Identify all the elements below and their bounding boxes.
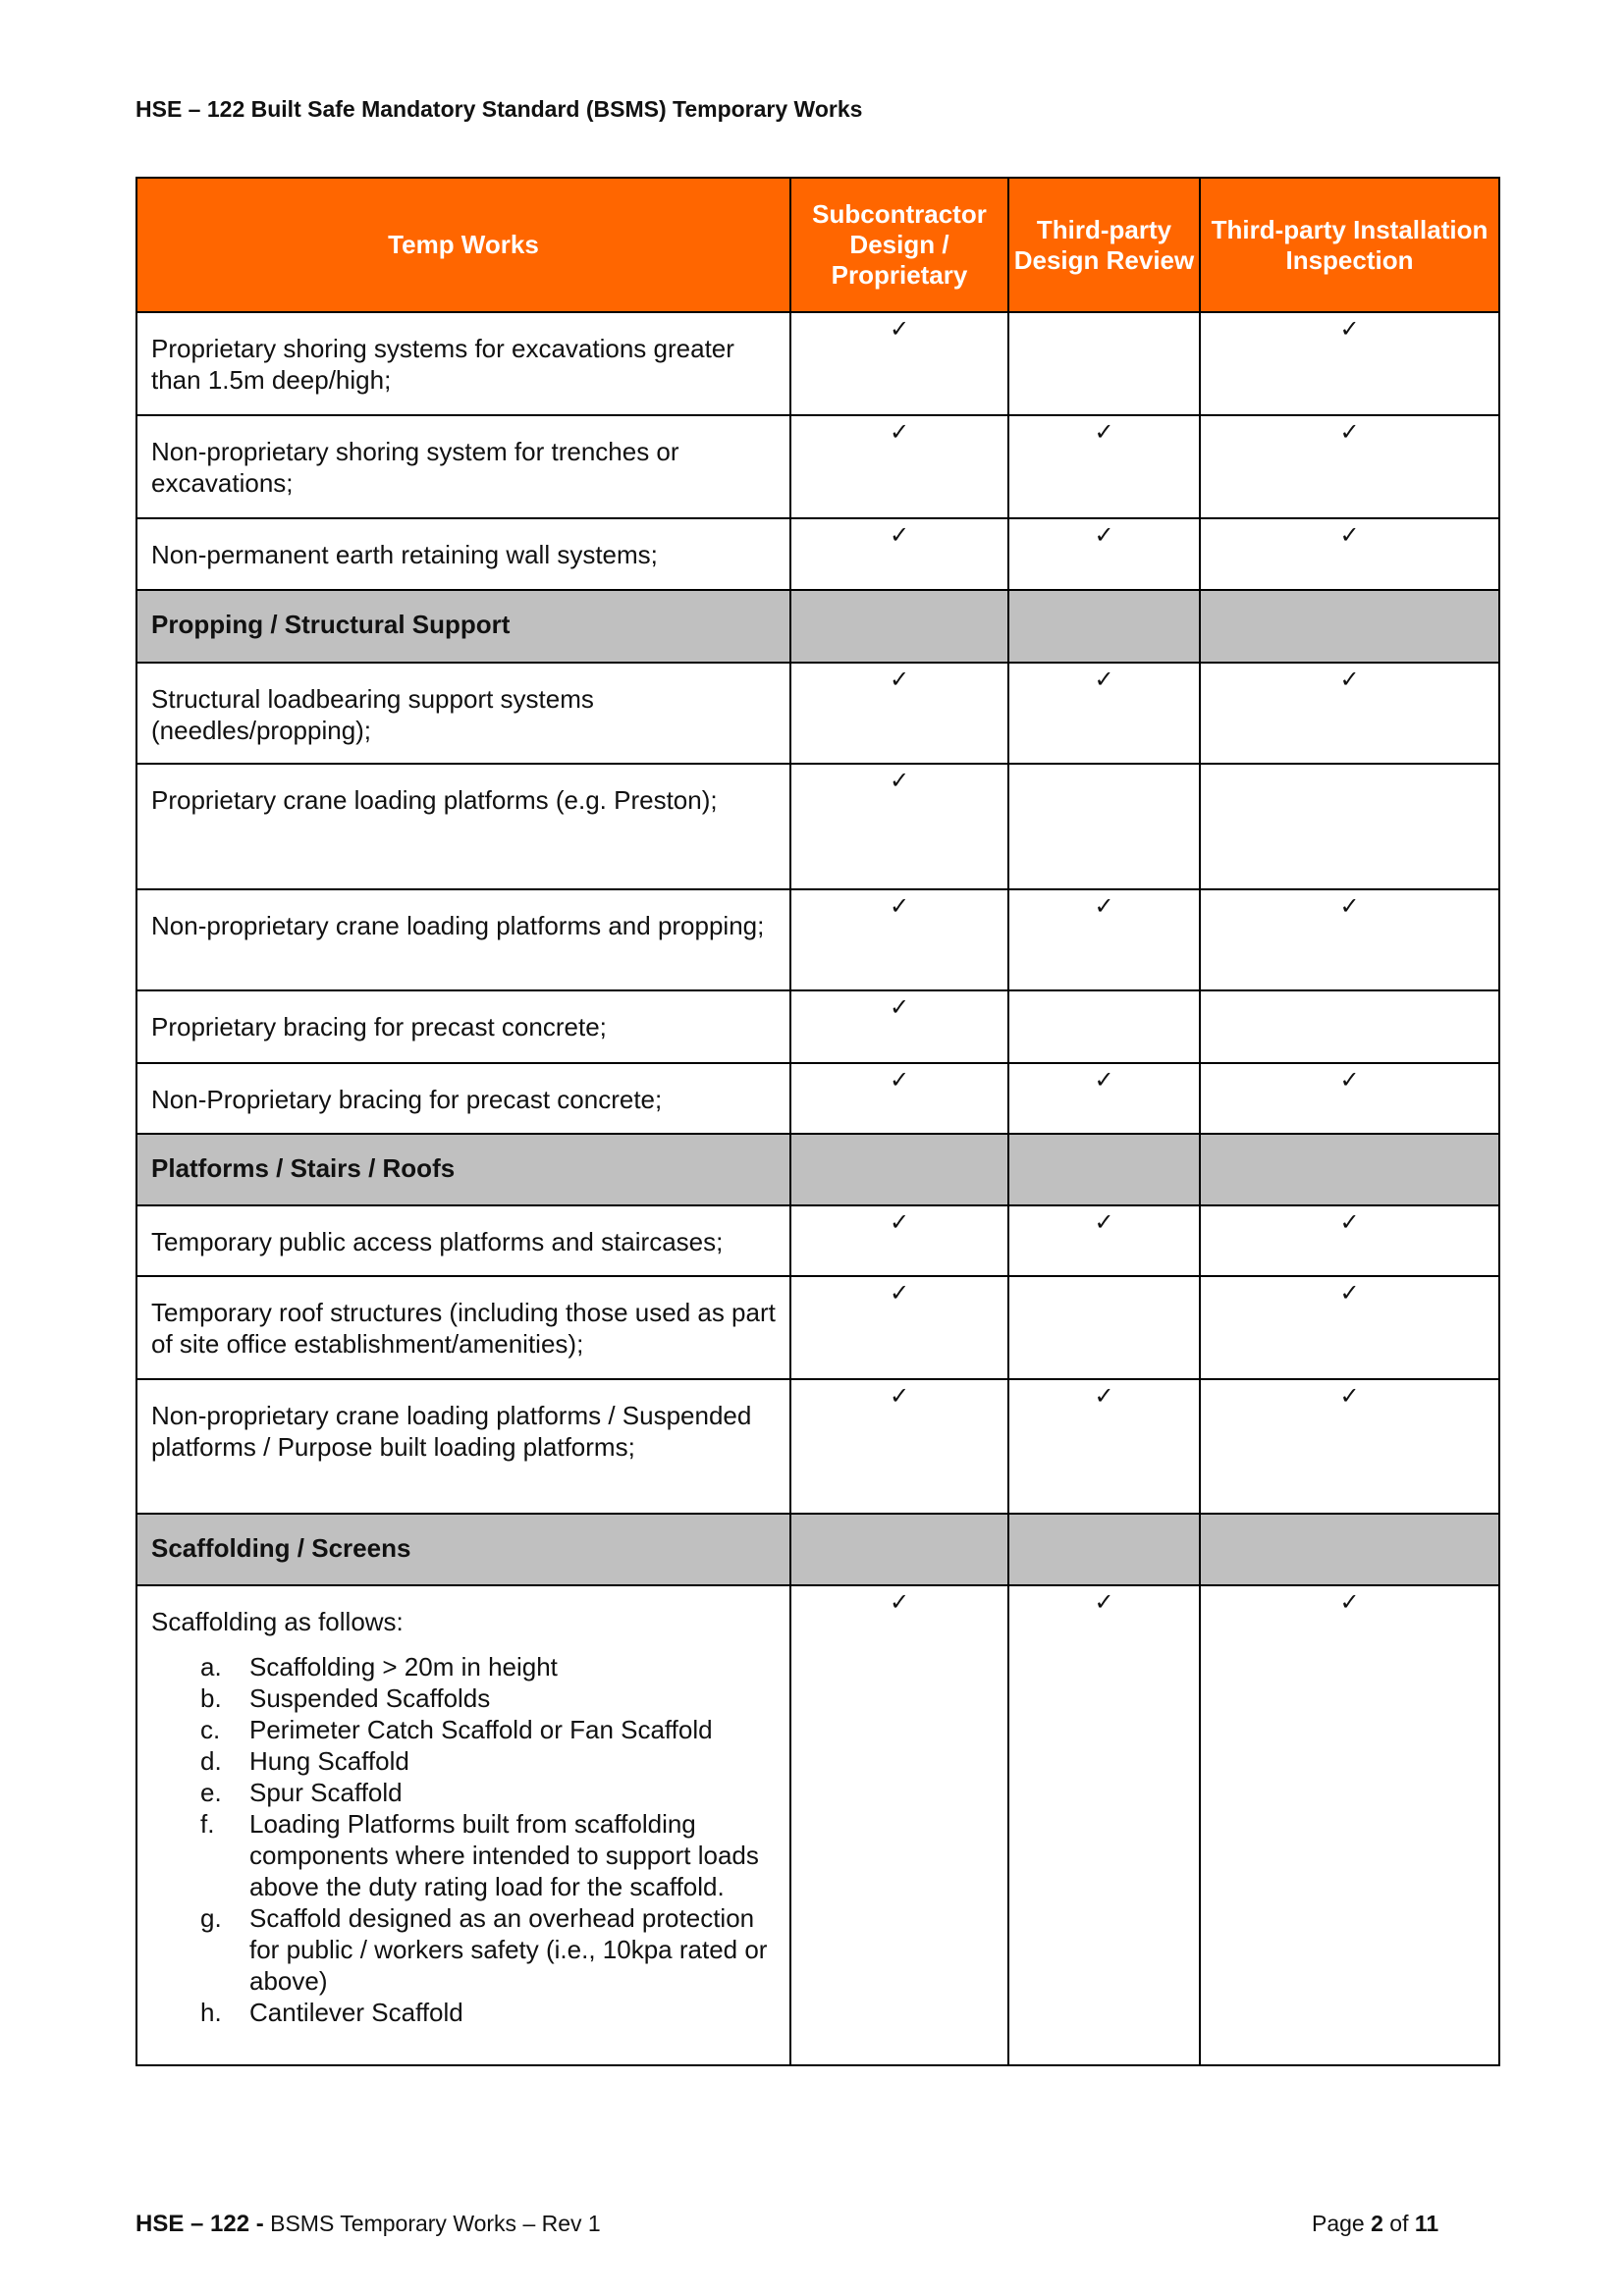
check-cell: [790, 312, 1008, 415]
item-cell: [136, 518, 790, 590]
check-cell: [1008, 518, 1200, 590]
checkmark-icon: ✓: [889, 994, 910, 1021]
checkmark-icon: ✓: [1339, 522, 1360, 549]
checkmark-icon: ✓: [889, 667, 910, 693]
item-cell: [136, 1205, 790, 1276]
check-cell: [1200, 1379, 1499, 1514]
item-cell: [136, 312, 790, 415]
check-cell: [1008, 415, 1200, 518]
checkmark-icon: ✓: [889, 1209, 910, 1236]
check-cell: [790, 1134, 1008, 1205]
checkmark-icon: ✓: [1339, 419, 1360, 446]
list-label: h.: [200, 1998, 222, 2027]
checkmark-icon: ✓: [1339, 1589, 1360, 1616]
page-current: 2: [1371, 2211, 1383, 2236]
check-cell: [1008, 312, 1200, 415]
checkmark-icon: ✓: [889, 893, 910, 920]
table-row: [136, 990, 1499, 1063]
section-header-row: [136, 590, 1499, 663]
column-header: Subcontractor Design / Proprietary: [790, 178, 1008, 312]
section-title: [136, 1514, 790, 1585]
page-number: [1312, 2211, 1438, 2237]
page-prefix: Page: [1312, 2211, 1365, 2236]
checkmark-icon: ✓: [1339, 1280, 1360, 1307]
list-label: c.: [200, 1715, 221, 1744]
item-cell: [136, 990, 790, 1063]
table-row: [136, 312, 1499, 415]
footer-doc-code: HSE – 122 -: [135, 2211, 264, 2237]
check-cell: [1008, 590, 1200, 663]
temp-works-table: [135, 177, 1500, 2066]
table-row: [136, 889, 1499, 990]
checkmark-icon: ✓: [1339, 1067, 1360, 1094]
checkmark-icon: ✓: [1094, 419, 1114, 446]
checkmark-icon: ✓: [889, 768, 910, 794]
section-title: [136, 1134, 790, 1205]
list-item: [151, 1714, 776, 1745]
check-cell: [1200, 889, 1499, 990]
checkmark-icon: ✓: [1339, 1209, 1360, 1236]
check-cell: [1200, 415, 1499, 518]
check-cell: [1008, 889, 1200, 990]
table-row: [136, 663, 1499, 764]
check-cell: [1008, 663, 1200, 764]
check-cell: [1200, 1514, 1499, 1585]
checkmark-icon: ✓: [889, 316, 910, 343]
checkmark-icon: ✓: [1094, 522, 1114, 549]
check-cell: [1200, 1063, 1499, 1134]
check-cell: [790, 1514, 1008, 1585]
item-cell: [136, 1063, 790, 1134]
checkmark-icon: ✓: [889, 1589, 910, 1616]
check-cell: [1200, 764, 1499, 889]
list-text: Spur Scaffold: [249, 1778, 403, 1807]
check-cell: [1200, 518, 1499, 590]
list-text: Suspended Scaffolds: [249, 1683, 491, 1713]
table-row: [136, 1063, 1499, 1134]
table-row: [136, 764, 1499, 889]
check-cell: [1200, 990, 1499, 1063]
check-cell: [1200, 663, 1499, 764]
table-row: [136, 518, 1499, 590]
item-text: Structural loadbearing support systems (needles/propping);: [151, 684, 594, 745]
table-row: [136, 1276, 1499, 1379]
check-cell: [1008, 1134, 1200, 1205]
column-header: Third-party Design Review: [1008, 178, 1200, 312]
list-label: d.: [200, 1746, 222, 1776]
item-text: Temporary public access platforms and staircases;: [151, 1227, 724, 1256]
check-cell: [790, 663, 1008, 764]
section-title: [136, 590, 790, 663]
item-text: Proprietary shoring systems for excavations greater than 1.5m deep/high;: [151, 334, 734, 395]
item-text: Scaffolding as follows:: [151, 1607, 404, 1636]
item-text: Non-proprietary crane loading platforms and propping;: [151, 911, 765, 940]
check-cell: [1008, 1205, 1200, 1276]
check-cell: [790, 764, 1008, 889]
check-cell: [1200, 1134, 1499, 1205]
check-cell: [790, 1205, 1008, 1276]
checkmark-icon: ✓: [889, 522, 910, 549]
list-text: Cantilever Scaffold: [249, 1998, 463, 2027]
checkmark-icon: ✓: [1094, 1209, 1114, 1236]
check-cell: [1008, 990, 1200, 1063]
list-label: e.: [200, 1778, 222, 1807]
checkmark-icon: ✓: [1339, 1383, 1360, 1410]
item-cell: [136, 764, 790, 889]
check-cell: [1008, 1514, 1200, 1585]
item-cell: [136, 889, 790, 990]
check-cell: [790, 1585, 1008, 2065]
item-cell: [136, 1585, 790, 2065]
check-cell: [1008, 1379, 1200, 1514]
table-row: [136, 1205, 1499, 1276]
list-item: [151, 1808, 776, 1902]
list-text: Scaffold designed as an overhead protection for public / workers safety (i.e., 10kpa rated or above): [249, 1903, 768, 1996]
check-cell: [1200, 1276, 1499, 1379]
checkmark-icon: ✓: [1339, 667, 1360, 693]
check-cell: [790, 590, 1008, 663]
item-text: Scaffolding / Screens: [151, 1533, 411, 1563]
page-total: 11: [1414, 2211, 1439, 2236]
scaffold-list: [151, 1651, 776, 2028]
check-cell: [1200, 312, 1499, 415]
item-text: Propping / Structural Support: [151, 610, 511, 639]
list-label: f.: [200, 1809, 215, 1839]
checkmark-icon: ✓: [889, 1383, 910, 1410]
page-of: of: [1389, 2211, 1409, 2236]
checkmark-icon: ✓: [1094, 1383, 1114, 1410]
item-text: Platforms / Stairs / Roofs: [151, 1153, 456, 1183]
list-item: [151, 1651, 776, 1682]
check-cell: [790, 1379, 1008, 1514]
list-label: b.: [200, 1683, 222, 1713]
list-item: [151, 1902, 776, 1997]
document-title: HSE – 122 Built Safe Mandatory Standard (BSMS) Temporary Works: [135, 96, 863, 122]
column-header: Temp Works: [136, 178, 790, 312]
item-text: Proprietary bracing for precast concrete;: [151, 1012, 607, 1041]
check-cell: [790, 990, 1008, 1063]
list-item: [151, 1682, 776, 1714]
table-row: [136, 1379, 1499, 1514]
item-text: Non-Proprietary bracing for precast concrete;: [151, 1085, 663, 1114]
item-cell: [136, 415, 790, 518]
checkmark-icon: ✓: [1094, 667, 1114, 693]
check-cell: [1200, 1585, 1499, 2065]
section-header-row: [136, 1514, 1499, 1585]
item-text: Temporary roof structures (including those used as part of site office establishment/amenities);: [151, 1298, 776, 1359]
item-cell: [136, 663, 790, 764]
list-item: [151, 1997, 776, 2028]
list-text: Perimeter Catch Scaffold or Fan Scaffold: [249, 1715, 713, 1744]
checkmark-icon: ✓: [1094, 1589, 1114, 1616]
check-cell: [1200, 590, 1499, 663]
list-text: Hung Scaffold: [249, 1746, 409, 1776]
list-label: a.: [200, 1652, 222, 1682]
list-item: [151, 1777, 776, 1808]
check-cell: [1008, 1276, 1200, 1379]
list-text: Scaffolding > 20m in height: [249, 1652, 558, 1682]
table-header-row: [136, 178, 1499, 312]
checkmark-icon: ✓: [1339, 893, 1360, 920]
item-text: Non-proprietary crane loading platforms / Suspended platforms / Purpose built loading platforms;: [151, 1401, 752, 1462]
item-text: Non-permanent earth retaining wall systems;: [151, 540, 658, 569]
list-item: [151, 1745, 776, 1777]
check-cell: [790, 1063, 1008, 1134]
checkmark-icon: ✓: [889, 1067, 910, 1094]
footer-doc-title: BSMS Temporary Works – Rev 1: [270, 2211, 601, 2236]
item-cell: [136, 1276, 790, 1379]
checkmark-icon: ✓: [1094, 1067, 1114, 1094]
checkmark-icon: ✓: [889, 419, 910, 446]
checkmark-icon: ✓: [1339, 316, 1360, 343]
item-text: Proprietary crane loading platforms (e.g. Preston);: [151, 785, 718, 815]
section-header-row: [136, 1134, 1499, 1205]
check-cell: [790, 889, 1008, 990]
check-cell: [1008, 764, 1200, 889]
list-text: Loading Platforms built from scaffolding components where intended to support loads above the duty rating load for the scaffold.: [249, 1809, 759, 1901]
item-text: Non-proprietary shoring system for trenches or excavations;: [151, 437, 679, 498]
footer-doc-ref: [135, 2211, 601, 2238]
check-cell: [1200, 1205, 1499, 1276]
table-row: [136, 1585, 1499, 2065]
checkmark-icon: ✓: [1094, 893, 1114, 920]
checkmark-icon: ✓: [889, 1280, 910, 1307]
column-header: Third-party Installation Inspection: [1200, 178, 1499, 312]
check-cell: [790, 415, 1008, 518]
table-row: [136, 415, 1499, 518]
item-cell: [136, 1379, 790, 1514]
check-cell: [790, 1276, 1008, 1379]
check-cell: [790, 518, 1008, 590]
list-label: g.: [200, 1903, 222, 1933]
check-cell: [1008, 1063, 1200, 1134]
check-cell: [1008, 1585, 1200, 2065]
